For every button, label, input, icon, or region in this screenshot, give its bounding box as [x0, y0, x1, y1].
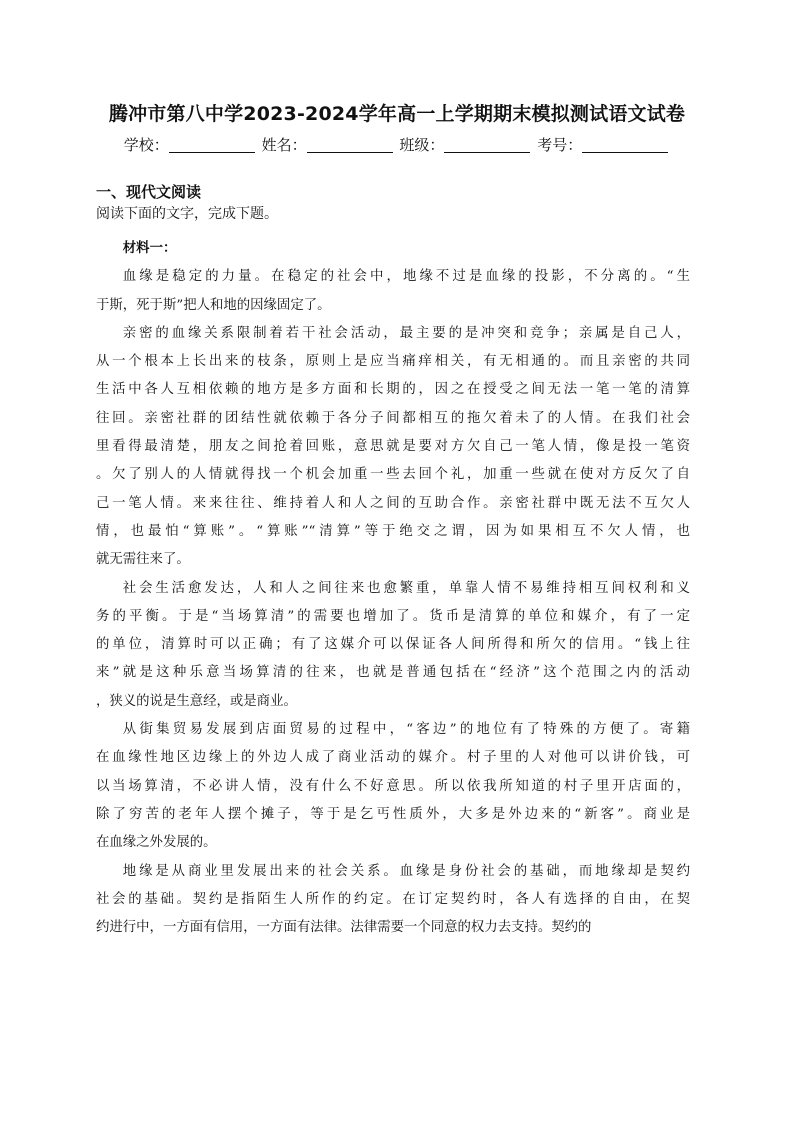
exam-number-label: 考号： — [537, 136, 583, 154]
passage-line: 里看得最清楚，朋友之间抢着回账，意思就是要对方欠自己一笔人情，像是投一笔资 — [96, 439, 690, 455]
passage-paragraph — [96, 716, 690, 857]
name-blank[interactable] — [307, 136, 393, 153]
passage-paragraph — [96, 575, 690, 716]
reading-passage — [96, 235, 690, 942]
exam-title: 腾冲市第八中学2023-2024学年高一上学期期末模拟测试语文试卷 — [108, 103, 686, 125]
passage-line: 从街集贸易发展到店面贸易的过程中，“客边”的地位有了特殊的方便了。寄籍 — [122, 722, 690, 738]
passage-line: 的单位，清算时可以正确；有了这媒介可以保证各人间所得和所欠的信用。“钱上往 — [96, 637, 690, 653]
passage-line: 在血缘性地区边缘上的外边人成了商业活动的媒介。村子里的人对他可以讲价钱，可 — [96, 750, 690, 766]
passage-paragraph — [96, 263, 690, 320]
passage-line: 在血缘之外发展的。 — [96, 835, 217, 851]
class-blank[interactable] — [444, 136, 530, 153]
passage-line: 血缘是稳定的力量。在稳定的社会中，地缘不过是血缘的投影，不分离的。“生 — [122, 269, 690, 285]
material-heading: 材料一： — [122, 241, 177, 256]
passage-line: 来”就是这种乐意当场算清的往来，也就是普通包括在“经济”这个范围之内的活动 — [96, 665, 690, 681]
passage-line: 。欠了别人的人情就得找一个机会加重一些去回个礼，加重一些就在使对方反欠了自 — [96, 467, 690, 483]
passage-line: 社会的基础。契约是指陌生人所作的约定。在订定契约时，各人有选择的自由，在契 — [96, 891, 690, 907]
passage-line: 生活中各人互相依赖的地方是多方面和长期的，因之在授受之间无法一笔一笔的清算 — [96, 382, 690, 398]
passage-line: 地缘是从商业里发展出来的社会关系。血缘是身份社会的基础，而地缘却是契约 — [122, 863, 690, 879]
passage-line: 从一个根本上长出来的枝条，原则上是应当痛痒相关，有无相通的。而且亲密的共同 — [96, 354, 690, 370]
section-instruction: 阅读下面的文字，完成下题。 — [96, 206, 278, 222]
passage-line: 于斯，死于斯”把人和地的因缘固定了。 — [96, 297, 331, 313]
passage-paragraph — [96, 320, 690, 575]
section-heading: 一、现代文阅读 — [96, 183, 202, 201]
student-info-line — [0, 133, 794, 157]
exam-number-blank[interactable] — [582, 136, 668, 153]
passage-line: 己一笔人情。来来往往、维持着人和人之间的互助合作。亲密社群中既无法不互欠人 — [96, 495, 690, 511]
passage-line: 往回。亲密社群的团结性就依赖于各分子间都相互的拖欠着未了的人情。在我们社会 — [96, 410, 690, 426]
passage-line: 约进行中，一方面有信用，一方面有法律。法律需要一个同意的权力去支持。契约的 — [96, 920, 592, 936]
passage-paragraph — [96, 858, 690, 943]
school-label: 学校： — [123, 136, 169, 154]
class-label: 班级： — [399, 136, 445, 154]
passage-line: ，狭义的说是生意经，或是商业。 — [96, 693, 297, 709]
passage-line: 就无需往来了。 — [96, 552, 190, 568]
passage-line: 情，也最怕“算账”。“算账”“清算”等于绝交之谓，因为如果相互不欠人情，也 — [96, 523, 690, 539]
passage-line: 以当场算清，不必讲人情，没有什么不好意思。所以依我所知道的村子里开店面的， — [96, 778, 690, 794]
passage-line: 除了穷苦的老年人摆个摊子，等于是乞丐性质外，大多是外边来的“新客”。商业是 — [96, 806, 690, 822]
passage-line: 亲密的血缘关系限制着若干社会活动，最主要的是冲突和竞争；亲属是自己人， — [122, 325, 690, 341]
passage-line: 社会生活愈发达，人和人之间往来也愈繁重，单靠人情不易维持相互间权利和义 — [122, 580, 690, 596]
passage-line: 务的平衡。于是“当场算清”的需要也增加了。货币是清算的单位和媒介，有了一定 — [96, 608, 690, 624]
school-blank[interactable] — [169, 136, 255, 153]
name-label: 姓名： — [261, 136, 307, 154]
